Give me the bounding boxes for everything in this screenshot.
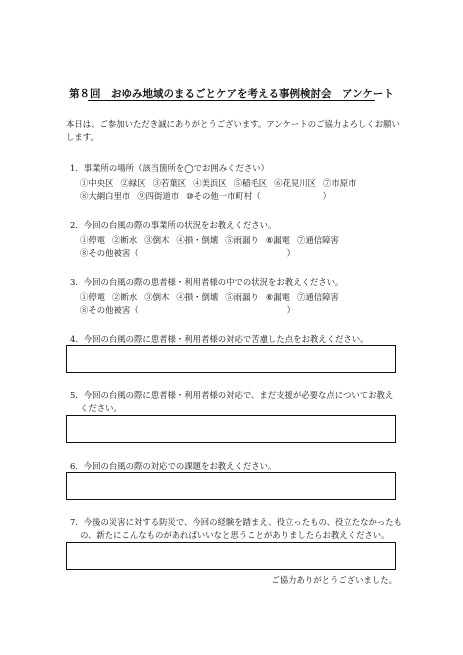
question-4: 4．今回の台風の際に患者様・利用者様の対応で苦慮した点をお教えください。 — [70, 334, 369, 344]
q2-option[interactable]: ④損・倒壊 — [176, 235, 219, 245]
title-underline — [88, 100, 375, 101]
q2-options-row-2 — [80, 248, 295, 258]
q6-answer-box[interactable] — [66, 472, 396, 500]
q2-option[interactable]: ⑥漏電 — [265, 235, 291, 245]
q2-option[interactable]: ⑦通信障害 — [297, 235, 339, 245]
q2-option[interactable]: ①停電 — [80, 235, 106, 245]
question-5-line-2: ください。 — [80, 403, 122, 413]
q3-options-row-1 — [80, 292, 339, 302]
q2-option[interactable]: ⑤雨漏り — [225, 235, 259, 245]
q1-option[interactable]: ⑤稲毛区 — [233, 178, 268, 188]
question-6: 6．今回の台風の際の対応での課題をお教えください。 — [70, 461, 277, 471]
q2-options-row-1 — [80, 235, 339, 245]
q1-option[interactable]: ②緑区 — [120, 178, 146, 188]
q3-other-close: ） — [286, 305, 295, 315]
q3-option[interactable]: ③倒木 — [144, 292, 170, 302]
q3-option[interactable]: ⑤雨漏り — [225, 292, 259, 302]
q1-options-row-2 — [80, 191, 331, 201]
q3-option[interactable]: ②断水 — [112, 292, 138, 302]
q3-option-other[interactable]: ⑧その他被害（ — [80, 305, 139, 315]
q3-option[interactable]: ⑥漏電 — [265, 292, 291, 302]
q1-other-close: ） — [322, 191, 332, 201]
question-5-line-1: 5．今回の台風の際に患者様・利用者様の対応で、まだ支援が必要な点についてお教え — [70, 390, 394, 400]
q1-options-row-1 — [80, 178, 357, 188]
q3-options-row-2 — [80, 305, 295, 315]
question-3: 3．今回の台風の際の患者様・利用者様の中での状況をお教えください。 — [70, 277, 344, 287]
q1-option[interactable]: ⑦市原市 — [323, 178, 357, 188]
question-7-line-2: の、新たにこんなものがあればいいなと思うことがありましたらお教えください。 — [80, 530, 390, 540]
page-title: 第８回 おゆみ地域のまるごとケアを考える事例検討会 アンケート — [69, 88, 394, 100]
q2-other-close: ） — [286, 248, 295, 258]
q1-option[interactable]: ③若葉区 — [152, 178, 187, 188]
q1-option[interactable]: ⑥花見川区 — [274, 178, 316, 188]
q1-option[interactable]: ④美浜区 — [193, 178, 227, 188]
q1-option-other[interactable]: ⑩その他一市町村（ — [186, 191, 261, 201]
question-7-line-1: 7．今後の災害に対する防災で、今回の経験を踏まえ、役立ったもの、役立たなかったも — [70, 517, 402, 527]
question-1: 1．事業所の場所（該当箇所を◯でお囲みください） — [70, 163, 269, 173]
q3-option[interactable]: ①停電 — [80, 292, 106, 302]
q3-option[interactable]: ⑦通信障害 — [297, 292, 339, 302]
q3-option[interactable]: ④損・倒壊 — [176, 292, 219, 302]
closing-thanks: ご協力ありがとうございました。 — [271, 575, 397, 585]
q1-option[interactable]: ⑨四街道市 — [137, 191, 180, 201]
q4-answer-box[interactable] — [66, 345, 396, 373]
q1-option[interactable]: ①中央区 — [80, 178, 114, 188]
q2-option[interactable]: ③倒木 — [144, 235, 170, 245]
q7-answer-box[interactable] — [66, 542, 396, 570]
question-2: 2．今回の台風の際の事業所の状況をお教えください。 — [70, 220, 277, 230]
intro-line-2: します。 — [66, 132, 99, 142]
intro-line-1: 本日は、ご参加いただき誠にありがとうございます。アンケートのご協力よろしくお願い — [66, 119, 400, 129]
q2-option-other[interactable]: ⑧その他被害（ — [80, 248, 139, 258]
q2-option[interactable]: ②断水 — [112, 235, 138, 245]
q5-answer-box[interactable] — [66, 415, 396, 443]
q1-option[interactable]: ⑧大網白里市 — [80, 191, 131, 201]
